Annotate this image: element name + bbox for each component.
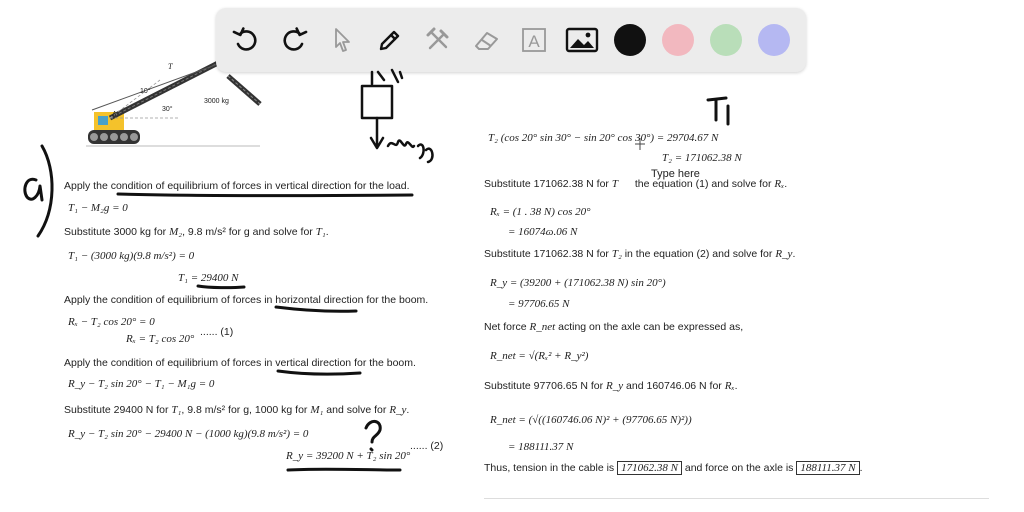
sub-t2-pre: Substitute 171062.38 N for — [484, 248, 609, 260]
sub-r-rx: Rₓ — [724, 380, 735, 392]
figure-angle-10: 10° — [140, 88, 151, 95]
sub2-pre: Substitute 29400 N for — [64, 404, 169, 416]
equation-t1-sub: T₁ − (3000 kg)(9.8 m/s²) = 0 — [68, 250, 195, 262]
equation-rnet-sub: R_net = (√((160746.06 N)² + (97706.65 N)²)) — [490, 414, 692, 426]
equation-ry-value-sub: R_y = (39200 + (171062.38 N) sin 20°) — [490, 277, 666, 289]
substitute-t2-line: Substitute 171062.38 N for T₂ in the equation (2) and solve for R_y. — [484, 248, 796, 260]
typing-placeholder[interactable]: Type here — [651, 168, 700, 180]
var-m2: M₂ — [169, 226, 183, 238]
equation-tag-1: ...... (1) — [200, 326, 234, 338]
var-t1: T₁ — [315, 226, 326, 238]
equation-rnet-result: = 188111.37 N — [508, 441, 574, 453]
figure-angle-30: 30° — [162, 106, 173, 113]
text-tool-glyph: A — [528, 32, 540, 51]
net-force-post: acting on the axle can be expressed as, — [558, 321, 744, 333]
conclusion-mid: and force on the axle is — [684, 462, 794, 474]
sub2-mid: , 9.8 m/s² for g, 1000 kg for — [181, 404, 308, 416]
sub-t2-post: in the equation (2) and solve for — [624, 248, 773, 260]
substitute-t-line: Substitute 171062.38 N for T the equation (1) and solve for Rₓ. — [484, 178, 788, 190]
step-vertical-boom: Apply the condition of equilibrium of forces in vertical direction for the boom. — [64, 357, 416, 369]
equation-rnet-formula: R_net = √(Rₓ² + R_y²) — [490, 350, 589, 362]
underline-t1-value — [198, 286, 244, 288]
conclusion-line: Thus, tension in the cable is 171062.38 N and force on the axle is 188111.37 N . — [484, 462, 863, 474]
figure-label-a: A — [112, 110, 117, 118]
handwritten-a — [25, 179, 42, 200]
equation-ry-zero: R_y − T₂ sin 20° − T₁ − M₁g = 0 — [68, 378, 215, 390]
conclusion-pre: Thus, tension in the cable is — [484, 462, 615, 474]
equation-ry-value: = 97706.65 N — [508, 298, 570, 310]
equation-rx-result: = 16074ɷ.06 N — [508, 226, 578, 238]
sub2-t1: T₁ — [171, 404, 182, 416]
net-force-pre: Net force — [484, 321, 527, 333]
sub2-post: and solve for — [326, 404, 387, 416]
tension-answer-box: 171062.38 N — [617, 461, 682, 475]
equation-t1-m2g: T₁ − M₂g = 0 — [68, 202, 128, 214]
substitute-mid: , 9.8 m/s² for g and solve for — [182, 226, 313, 238]
net-force-line — [484, 321, 743, 333]
net-force-var: R_net — [529, 321, 556, 333]
sub-r-mid: and 160746.06 N for — [626, 380, 722, 392]
handwritten-t1 — [708, 98, 728, 124]
underline-horizontal — [276, 307, 356, 311]
equation-t2-trig: T₂ (cos 20° sin 30° − sin 20° cos 30°) = 29704.67 N — [488, 132, 719, 144]
axle-force-answer-box: 188111.37 N — [796, 461, 859, 475]
equation-tag-2: ...... (2) — [410, 440, 444, 452]
sub-r-pre: Substitute 97706.65 N for — [484, 380, 604, 392]
underline-vertical-load — [118, 194, 412, 196]
sub-t-post: the equation (1) and solve for — [634, 178, 772, 190]
equation-rx-sub: Rₓ = (1 . 38 N) cos 20° — [490, 206, 591, 218]
equation-ry-sub: R_y − T₂ sin 20° − 29400 N − (1000 kg)(9.8 m/s²) = 0 — [68, 428, 309, 440]
step-horizontal-boom: Apply the condition of equilibrium of forces in horizontal direction for the boom. — [64, 294, 429, 306]
handwritten-mg — [388, 140, 432, 162]
sub-t-pre: Substitute 171062.38 N for — [484, 178, 609, 190]
bottom-divider — [484, 498, 989, 499]
sub-t-var: T — [611, 178, 618, 190]
equation-t1-result: T₁ = 29400 N — [178, 272, 239, 284]
sub2-m1: M₁ — [310, 404, 324, 416]
handwritten-question-mark — [366, 421, 380, 450]
underline-vertical-boom — [278, 371, 360, 374]
equation-rx-zero: Rₓ − T₂ cos 20° = 0 — [68, 316, 155, 328]
substitute-r-line: Substitute 97706.65 N for R_y and 160746.06 N for Rₓ. — [484, 380, 738, 392]
step-vertical-load: Apply the condition of equilibrium of forces in vertical direction for the load. — [64, 180, 410, 192]
figure-mass-label: 3000 kg — [204, 98, 229, 105]
substitute-text: Substitute 3000 kg for — [64, 226, 167, 238]
sub2-ry: R_y — [389, 404, 407, 416]
underline-ry — [288, 469, 400, 470]
sub-t2-ry: R_y — [775, 248, 793, 260]
sub-t-rx: Rₓ — [774, 178, 785, 190]
figure-label-t: T — [168, 62, 173, 71]
substitute-mass-line: Substitute 3000 kg for M₂, 9.8 m/s² for g and solve for T₁. — [64, 226, 329, 238]
equation-rx: Rₓ = T₂ cos 20° — [126, 333, 195, 345]
equation-t2-result: T₂ = 171062.38 N — [662, 152, 742, 164]
sub-t2-var: T₂ — [611, 248, 622, 260]
sub-r-ry: R_y — [606, 380, 624, 392]
equation-ry: R_y = 39200 N + T₂ sin 20° — [286, 450, 411, 462]
substitute-values-line: Substitute 29400 N for T₁, 9.8 m/s² for g, 1000 kg for M₁ and solve for R_y. — [64, 404, 410, 416]
